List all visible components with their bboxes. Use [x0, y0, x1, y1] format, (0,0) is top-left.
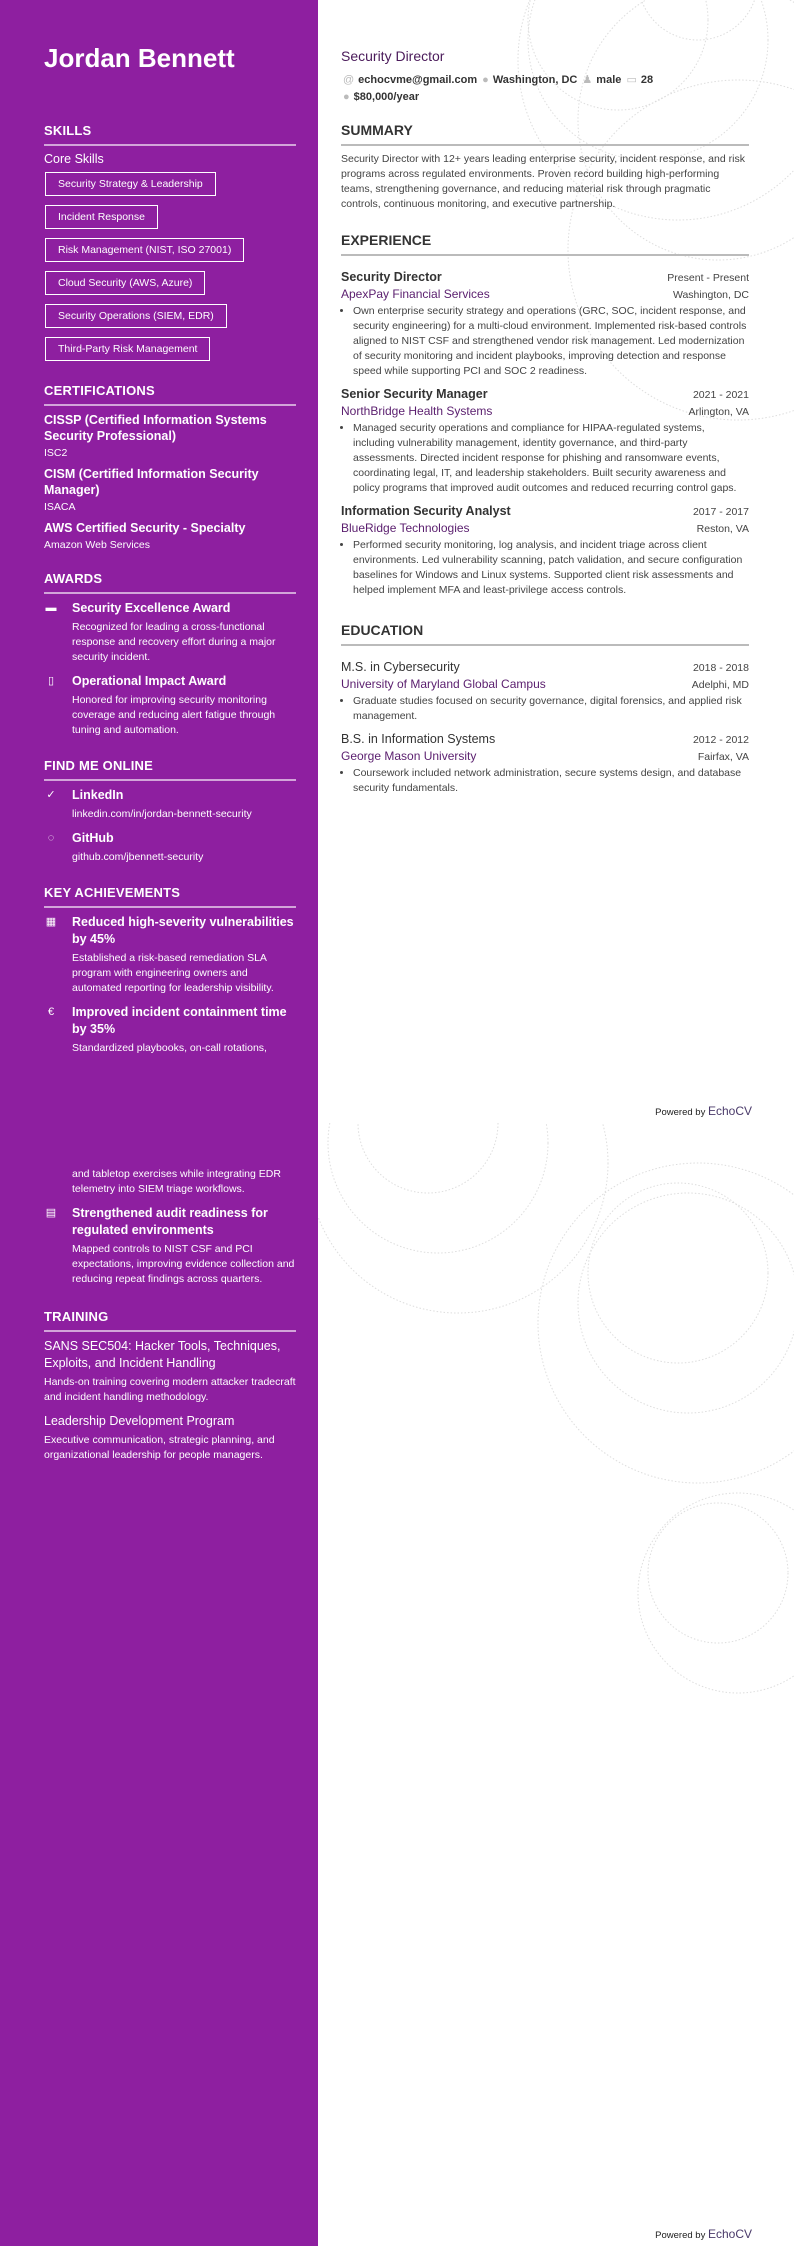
achievements-heading: KEY ACHIEVEMENTS — [44, 885, 296, 908]
experience-heading: EXPERIENCE — [341, 232, 749, 256]
experience-location: Arlington, VA — [688, 406, 749, 418]
education-entry — [341, 652, 749, 724]
training-title: Leadership Development Program — [44, 1414, 235, 1428]
experience-list — [341, 262, 749, 598]
experience-location: Reston, VA — [696, 523, 749, 535]
dotted-circle-icon: ◌ — [47, 832, 55, 844]
award-desc: Recognized for leading a cross-functional response and recovery effort during a major security incident. — [72, 621, 276, 663]
link-url[interactable]: github.com/jbennett-security — [72, 851, 204, 863]
cert-title: CISSP (Certified Information Systems Security Professional) — [44, 413, 267, 443]
link-title: GitHub — [72, 831, 114, 845]
experience-entry — [341, 379, 749, 496]
awards-heading: AWARDS — [44, 571, 296, 594]
education-heading: EDUCATION — [341, 622, 749, 646]
tablet-icon: ▯ — [47, 675, 55, 687]
education-bullets — [353, 694, 749, 724]
experience-dates: 2017 - 2017 — [692, 506, 749, 518]
award-item — [44, 673, 296, 738]
skills-group-title: Core Skills — [44, 152, 104, 166]
link-title: LinkedIn — [72, 788, 124, 802]
education-bullets — [353, 766, 749, 796]
achievement-title: Strengthened audit readiness for regulated environments — [72, 1206, 268, 1237]
euro-icon: € — [47, 1006, 55, 1018]
sidebar — [0, 1123, 318, 2246]
education-org: George Mason University — [341, 749, 477, 763]
achievement-item-continued — [44, 1167, 296, 1197]
bullet: • Own enterprise security strategy and operations (GRC, SOC, incident response, and security engineering) for a multi-cloud environment. Implemented risk-based controls aligned to NIST CSF and strengthened vendor risk management. Led modernization of security monitoring and incident playbooks, improving detection and response speed while supporting PCI and SOC 2 readiness. — [353, 304, 749, 379]
cert-title: AWS Certified Security - Specialty — [44, 521, 246, 535]
candidate-name: Jordan Bennett — [44, 43, 235, 73]
bullet: • Graduate studies focused on security governance, digital forensics, and applied risk management. — [353, 694, 749, 724]
achievement-desc: Established a risk-based remediation SLA program with engineering owners and automated reporting for leadership visibility. — [72, 952, 274, 994]
person-icon: ♟ — [582, 74, 593, 86]
experience-entry — [341, 262, 749, 379]
main-content — [341, 0, 749, 796]
achievement-item — [44, 914, 296, 996]
achievement-title: Improved incident containment time by 35% — [72, 1005, 287, 1036]
achievement-title: Reduced high-severity vulnerabilities by 45% — [72, 915, 294, 946]
achievement-desc: Standardized playbooks, on-call rotations, — [72, 1042, 267, 1054]
education-list — [341, 652, 749, 796]
bullet: • Performed security monitoring, log analysis, and incident triage across client environments. Led vulnerability scanning, patch validation, and secure configuration baselines for Windows and Linux systems. Supported client risk assessments and helped implement MFA and least-privilege access controls. — [353, 538, 749, 598]
powered-by: Powered by — [655, 1107, 706, 1118]
clipboard-icon: ▤ — [45, 1207, 57, 1219]
achievement-item — [44, 1004, 296, 1056]
job-title: Security Director — [341, 48, 445, 64]
bullet: • Managed security operations and compliance for HIPAA-regulated systems, including vulnerability management, identity governance, and third-party assessments. Directed incident response for phishing and ransomware events, coordinating legal, IT, and leadership stakeholders. Built security awareness and policy programs that improved audit outcomes and reduced recurring control gaps. — [353, 421, 749, 496]
education-location: Adelphi, MD — [691, 679, 749, 691]
skill-tag: Security Strategy & Leadership — [45, 172, 216, 196]
skill-tag: Third-Party Risk Management — [45, 337, 210, 361]
education-title: B.S. in Information Systems — [341, 732, 496, 746]
location-icon: ● — [482, 74, 489, 86]
training-section — [44, 1309, 296, 1463]
experience-title: Information Security Analyst — [341, 504, 511, 518]
online-heading: FIND ME ONLINE — [44, 758, 296, 781]
skill-tag: Security Operations (SIEM, EDR) — [45, 304, 227, 328]
calendar-icon: ▭ — [626, 74, 637, 86]
online-item[interactable] — [44, 830, 296, 865]
experience-dates: 2021 - 2021 — [692, 389, 749, 401]
education-org: University of Maryland Global Campus — [341, 677, 546, 691]
contact-info — [341, 72, 749, 106]
education-title: M.S. in Cybersecurity — [341, 660, 460, 674]
link-url[interactable]: linkedin.com/in/jordan-bennett-security — [72, 808, 252, 820]
salary: $80,000/year — [353, 91, 420, 103]
money-icon: ● — [343, 91, 350, 103]
badge-icon: ▬ — [45, 602, 57, 614]
achievements-section — [44, 885, 296, 1056]
online-section — [44, 758, 296, 865]
experience-org: ApexPay Financial Services — [341, 287, 490, 301]
cert-issuer: Amazon Web Services — [44, 539, 151, 551]
email[interactable]: echocvme@gmail.com — [358, 74, 478, 86]
experience-org: BlueRidge Technologies — [341, 521, 470, 535]
training-title: SANS SEC504: Hacker Tools, Techniques, Exploits, and Incident Handling — [44, 1339, 281, 1370]
achievement-desc: and tabletop exercises while integrating EDR telemetry into SIEM triage workflows. — [72, 1168, 281, 1195]
achievement-item — [44, 1205, 296, 1287]
award-desc: Honored for improving security monitoring coverage and reducing alert fatigue through tuning and automation. — [72, 694, 276, 736]
skills-section — [44, 123, 296, 361]
award-title: Operational Impact Award — [72, 674, 227, 688]
cert-issuer: ISC2 — [44, 447, 68, 459]
online-item[interactable] — [44, 787, 296, 822]
summary-text: Security Director with 12+ years leading enterprise security, incident response, and risk programs across regulated environments. Proven record building high-performing teams, strengthening governance, and reducing material risk through pragmatic controls, continuous monitoring, and executive partnership. — [341, 153, 745, 210]
cert-title: CISM (Certified Information Security Manager) — [44, 467, 259, 497]
sidebar — [0, 0, 318, 1123]
brand-logo[interactable]: EchoCV — [707, 1104, 752, 1118]
experience-bullets — [353, 538, 749, 598]
experience-bullets — [353, 421, 749, 496]
bullet: • Coursework included network administration, secure systems design, and database security fundamentals. — [353, 766, 749, 796]
cert-issuer: ISACA — [44, 501, 76, 513]
training-heading: TRAINING — [44, 1309, 296, 1332]
experience-title: Security Director — [341, 270, 442, 284]
brand-logo[interactable]: EchoCV — [707, 2227, 752, 2241]
training-desc: Executive communication, strategic planning, and organizational leadership for people managers. — [44, 1434, 275, 1461]
experience-bullets — [353, 304, 749, 379]
experience-dates: Present - Present — [667, 272, 749, 284]
footer — [655, 1104, 752, 1118]
education-dates: 2018 - 2018 — [692, 662, 749, 674]
experience-location: Washington, DC — [672, 289, 749, 301]
achievement-desc: Mapped controls to NIST CSF and PCI expectations, improving evidence collection and reducing repeat findings across quarters. — [72, 1243, 295, 1285]
powered-by: Powered by — [655, 2230, 706, 2241]
at-icon: @ — [343, 74, 355, 86]
skill-tag: Incident Response — [45, 205, 158, 229]
footer — [655, 2227, 752, 2241]
experience-entry — [341, 496, 749, 598]
education-entry — [341, 724, 749, 796]
skill-tag: Cloud Security (AWS, Azure) — [45, 271, 205, 295]
experience-org: NorthBridge Health Systems — [341, 404, 493, 418]
education-location: Fairfax, VA — [697, 751, 749, 763]
training-desc: Hands-on training covering modern attacker tradecraft and incident handling methodology. — [44, 1376, 296, 1403]
certifications-heading: CERTIFICATIONS — [44, 383, 296, 406]
education-dates: 2012 - 2012 — [692, 734, 749, 746]
award-item — [44, 600, 296, 665]
age: 28 — [640, 74, 654, 86]
gender: male — [596, 74, 622, 86]
chart-icon: ▦ — [45, 916, 57, 928]
skills-heading: SKILLS — [44, 123, 296, 146]
skill-tag: Risk Management (NIST, ISO 27001) — [45, 238, 244, 262]
experience-title: Senior Security Manager — [341, 387, 488, 401]
awards-section — [44, 571, 296, 738]
certifications-section — [44, 383, 296, 551]
summary-heading: SUMMARY — [341, 122, 749, 146]
check-icon: ✓ — [46, 789, 56, 801]
decorative-circles — [318, 1123, 794, 2246]
page-2 — [0, 1123, 794, 2246]
award-title: Security Excellence Award — [72, 601, 231, 615]
location: Washington, DC — [492, 74, 578, 86]
